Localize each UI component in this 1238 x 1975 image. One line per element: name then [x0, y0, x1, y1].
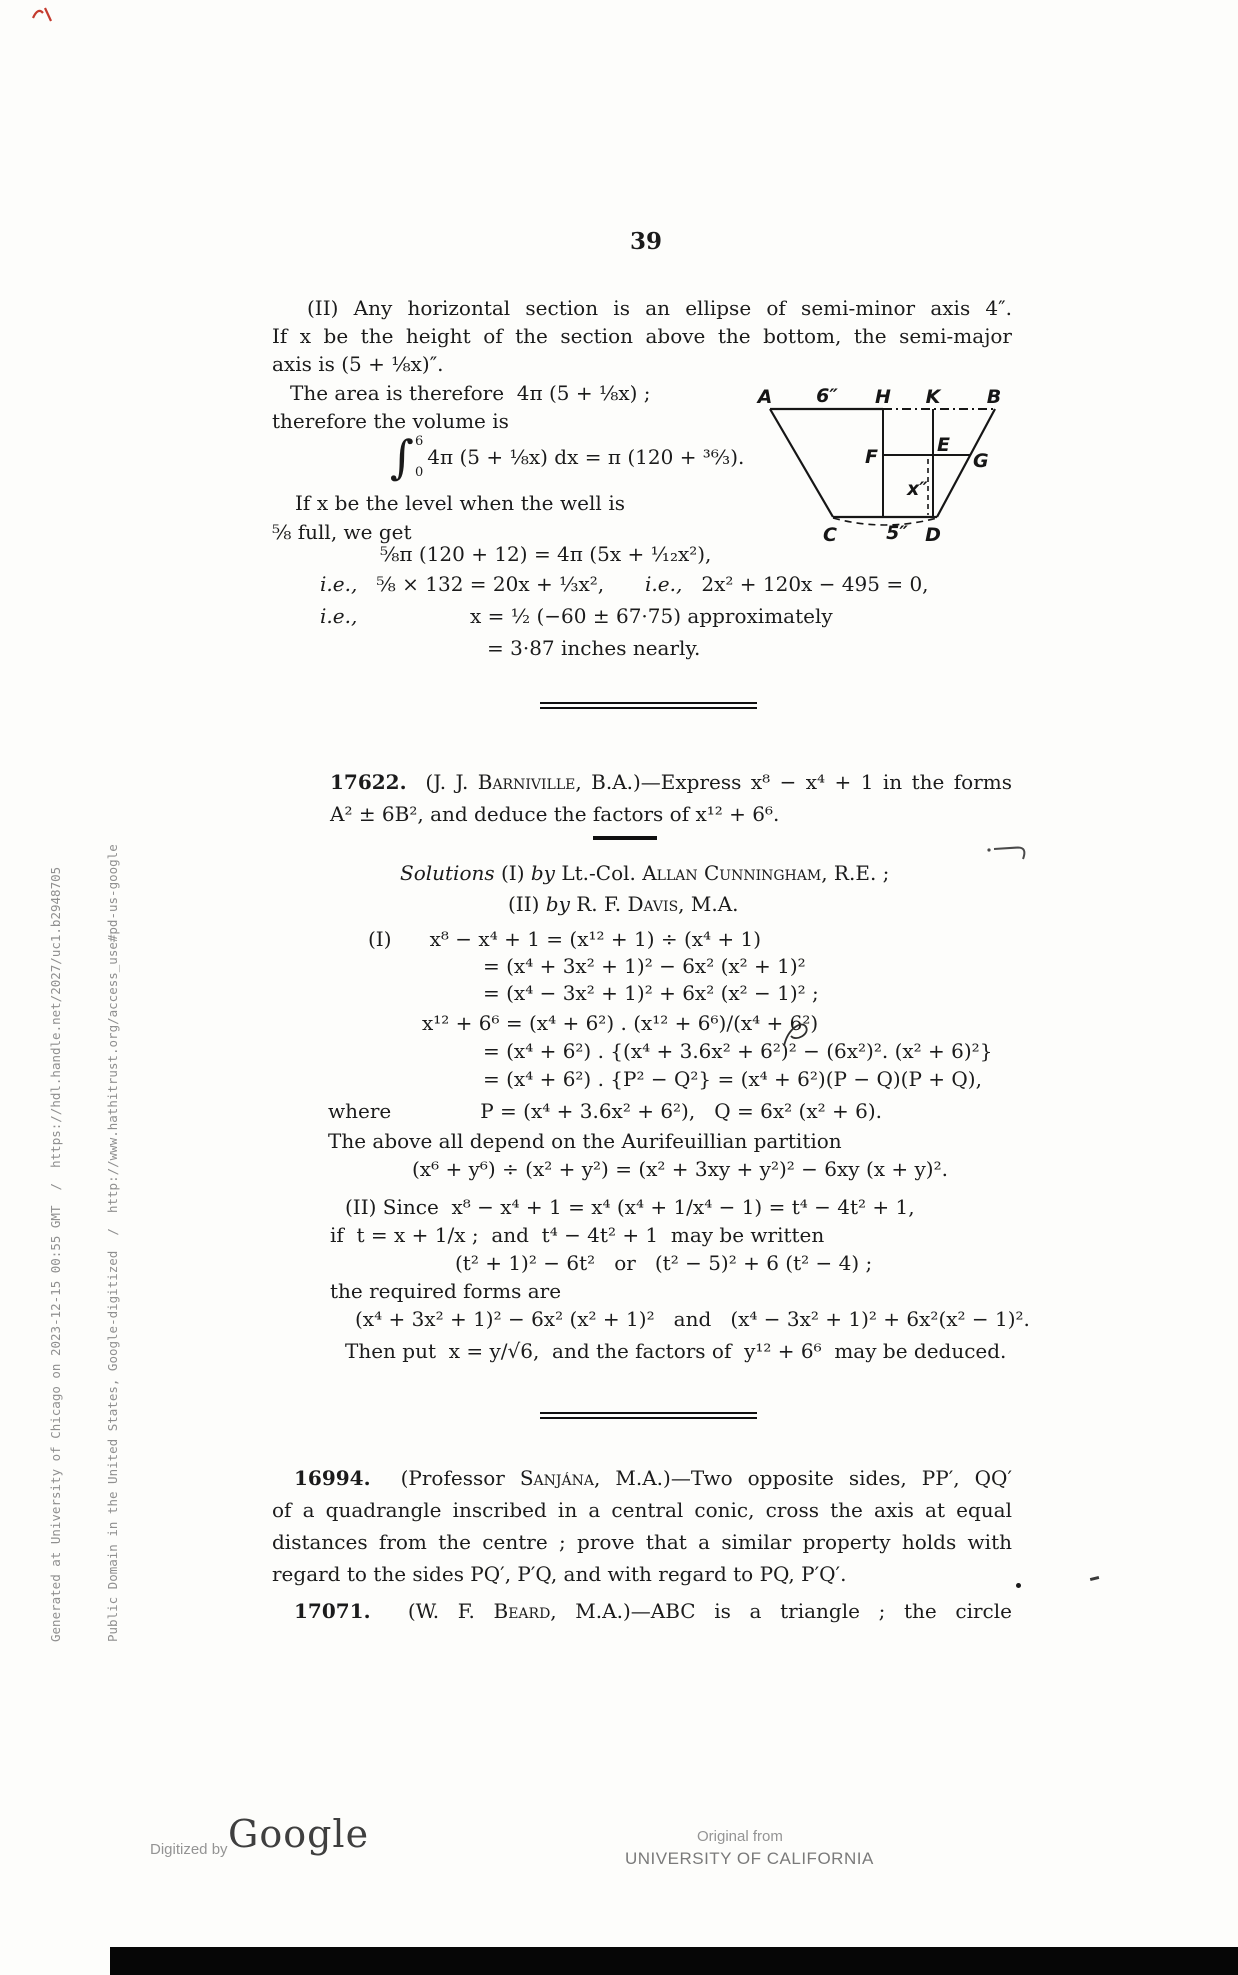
math-line-6: = (x⁴ + 6²) . {P² − Q²} = (x⁴ + 6²)(P − Q)(P + Q),	[483, 1067, 982, 1091]
problem-17622-head: 17622. (J. J. Barniville, B.A.)—Express x⁸ − x⁴ + 1 in the forms	[330, 770, 1012, 794]
well-cross-section-figure	[745, 383, 1013, 561]
solution2-line-e: (x⁴ + 3x² + 1)² − 6x² (x² + 1)² and (x⁴ − 3x² + 1)² + 6x²(x² − 1)².	[355, 1307, 1030, 1331]
ie-label: i.e.,	[320, 604, 358, 628]
ink-squiggle	[778, 1014, 820, 1056]
author-name: Sanjána	[519, 1466, 594, 1490]
ink-speck	[1016, 1583, 1021, 1588]
well-para-line1: (II) Any horizontal section is an ellipse of semi-minor axis 4″.	[307, 296, 1012, 320]
figure-label-E: E	[937, 434, 950, 456]
figure-label-6in: 6″	[816, 385, 838, 407]
original-from-label: Original from	[697, 1828, 783, 1845]
well-volume-line: therefore the volume is	[272, 409, 509, 433]
institution-name: UNIVERSITY OF CALIFORNIA	[625, 1849, 874, 1868]
solution2-line-c: (t² + 1)² − 6t² or (t² − 5)² + 6 (t² − 4) ;	[455, 1251, 873, 1275]
solution2-line-b: if t = x + 1/x ; and t⁴ − 4t² + 1 may be written	[330, 1223, 825, 1247]
problem-16994-line4: regard to the sides PQ′, P′Q, and with regard to PQ, P′Q′.	[272, 1562, 847, 1586]
integral-lower-limit: 0	[414, 465, 424, 480]
gutter-provenance-text	[8, 844, 160, 1642]
figure-label-A: A	[757, 386, 773, 408]
problem-17622	[330, 766, 1012, 830]
ink-speck	[1090, 1576, 1099, 1581]
well-para-line3: axis is (5 + ⅛x)″.	[272, 352, 444, 376]
figure-label-G: G	[973, 450, 989, 472]
well-para-line2: If x be the height of the section above the bottom, the semi-major	[272, 324, 1012, 348]
problem-16994-line2: of a quadrangle inscribed in a central conic, cross the axis at equal	[272, 1498, 1012, 1522]
figure-label-C: C	[823, 524, 837, 546]
math-line-3: = (x⁴ − 3x² + 1)² + 6x² (x² − 1)² ;	[483, 981, 819, 1005]
gutter-line-publicdomain: Public Domain in the United States, Google-digitized / http://www.hathitrust.org/access_use#pd-us-google	[105, 844, 120, 1642]
short-rule	[593, 836, 657, 840]
author-name: Allan Cunningham	[642, 861, 822, 885]
ie-label: i.e.,	[645, 572, 683, 596]
gutter-line-generated: Generated at University of Chicago on 2023-12-15 00:55 GMT / https://hdl.handle.net/2027/uc1.b2948705	[48, 866, 63, 1642]
figure-label-x: x″	[907, 478, 928, 500]
math-line-4: x¹² + 6⁶ = (x⁴ + 6²) . (x¹² + 6⁶)/(x⁴ + 6²)	[422, 1011, 819, 1035]
well-level-line1: If x be the level when the well is	[295, 491, 625, 515]
math-line-1: (I) x⁸ − x⁴ + 1 = (x¹² + 1) ÷ (x⁴ + 1)	[368, 927, 762, 951]
section-divider-rule	[540, 1412, 757, 1419]
problem-number: 16994.	[294, 1466, 371, 1490]
figure-label-5in: 5″	[886, 522, 908, 544]
solution2-line-f: Then put x = y/√6, and the factors of y¹² + 6⁶ may be deduced.	[345, 1339, 1007, 1363]
author-name: Beard	[493, 1599, 551, 1623]
scan-edge-bar	[110, 1947, 1238, 1975]
author-name: Davis	[627, 892, 679, 916]
figure-label-F: F	[865, 446, 878, 468]
integral-upper-limit: 6	[414, 434, 424, 449]
integral-limits	[415, 433, 423, 481]
author-name: Barniville	[477, 770, 576, 794]
problem-17071: 17071. (W. F. Beard, M.A.)—ABC is a triangle ; the circle	[294, 1599, 1012, 1623]
well-area-line: The area is therefore 4π (5 + ⅛x) ;	[290, 381, 651, 405]
math-line-5: = (x⁴ + 6²) . {(x⁴ + 3.6x² + 6²)² − (6x²)². (x² + 6)²}	[483, 1039, 993, 1063]
well-ie-row1-right	[645, 571, 929, 598]
integral-sign: ∫	[390, 430, 414, 484]
problem-16994-head: 16994. (Professor Sanjána, M.A.)—Two opposite sides, PP′, QQ′	[294, 1466, 1012, 1490]
ie3-equation: x = ½ (−60 ± 67·75) approximately	[470, 604, 833, 628]
figure-label-K: K	[925, 386, 941, 408]
pen-mark	[986, 838, 1032, 866]
figure-dashed-ellipse-arc	[833, 518, 937, 525]
section-divider-rule	[540, 702, 757, 709]
figure-label-H: H	[875, 386, 891, 408]
solution2-line-d: the required forms are	[330, 1279, 562, 1303]
google-logo: Google	[228, 1812, 370, 1856]
figure-label-B: B	[986, 386, 1002, 408]
problem-16994-line3: distances from the centre ; prove that a similar property holds with	[272, 1530, 1012, 1554]
solutions-byline-2: (II) by R. F. Davis, M.A.	[508, 892, 739, 916]
problem-number: 17071.	[294, 1599, 371, 1623]
math-line-2: = (x⁴ + 3x² + 1)² − 6x² (x² + 1)²	[483, 954, 806, 978]
where-line: where P = (x⁴ + 3.6x² + 6²), Q = 6x² (x² + 6).	[328, 1099, 882, 1123]
solutions-byline-1: Solutions (I) by Lt.-Col. Allan Cunningham, R.E. ;	[400, 861, 890, 885]
page-number: 39	[630, 228, 663, 255]
figure-left-slope	[770, 409, 833, 517]
problem-number: 17622.	[330, 770, 407, 794]
integral-body: 4π (5 + ⅛x) dx = π (120 + ³⁶⁄₃).	[427, 444, 745, 469]
well-result-line: = 3·87 inches nearly.	[487, 636, 701, 660]
problem-17622-line2: A² ± 6B², and deduce the factors of x¹² + 6⁶.	[330, 802, 780, 826]
aurifeuillian-equation: (x⁶ + y⁶) ÷ (x² + y²) = (x² + 3xy + y²)² − 6xy (x + y)².	[412, 1157, 948, 1181]
ie1-equation: ⅝ × 132 = 20x + ⅓x²,	[357, 572, 605, 596]
well-level-line2: ⅝ full, we get	[272, 520, 412, 544]
well-solution-paragraph	[272, 294, 1012, 378]
digitized-by-label: Digitized by	[150, 1841, 228, 1858]
ie2-equation: 2x² + 120x − 495 = 0,	[682, 572, 929, 596]
red-scan-mark	[30, 3, 56, 25]
aurifeuillian-text: The above all depend on the Aurifeuillian partition	[328, 1129, 842, 1153]
solution2-line-a: (II) Since x⁸ − x⁴ + 1 = x⁴ (x⁴ + 1/x⁴ − 1) = t⁴ − 4t² + 1,	[345, 1195, 915, 1219]
well-integral-equation	[390, 430, 745, 484]
well-eq1: ⅝π (120 + 12) = 4π (5x + ¹⁄₁₂x²),	[380, 542, 712, 566]
problem-16994	[272, 1462, 1012, 1590]
figure-label-D: D	[925, 524, 941, 546]
ie-label: i.e.,	[320, 572, 358, 596]
well-ie-row1-left	[320, 571, 604, 598]
